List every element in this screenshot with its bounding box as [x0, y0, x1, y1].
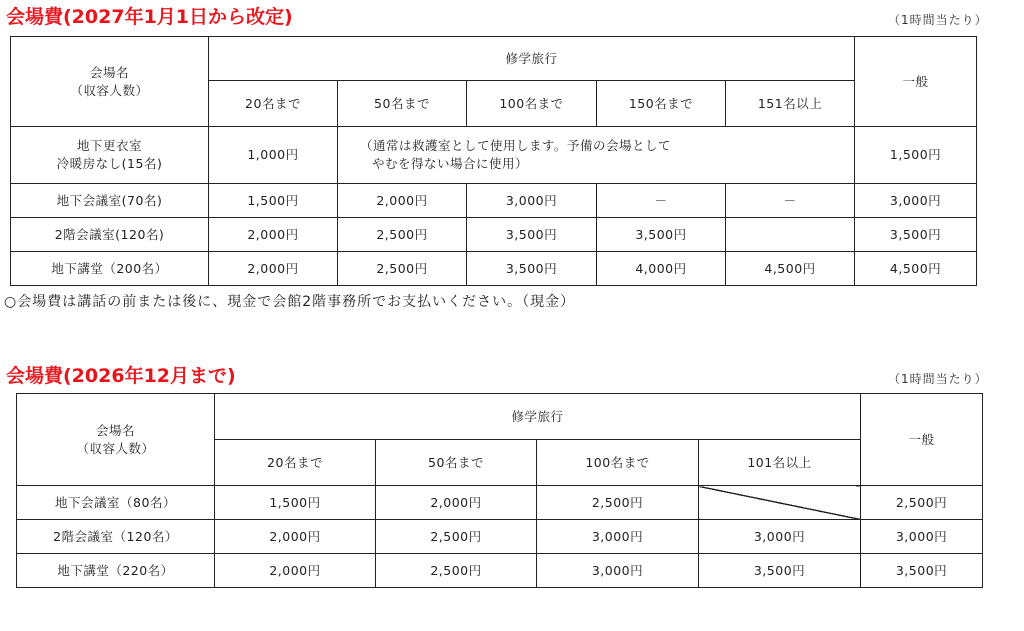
venue-header-cell	[11, 37, 209, 127]
price-cell: 2,000円	[209, 218, 338, 252]
table-row	[11, 184, 977, 218]
venue-header-sublabel: （収容人数）	[76, 440, 155, 456]
price-cell: 3,500円	[597, 218, 726, 252]
venue-name: 地下会議室(70名)	[11, 184, 209, 218]
table-row	[11, 252, 977, 286]
tier-header-100: 100名まで	[537, 440, 699, 486]
price-cell: 4,000円	[597, 252, 726, 286]
tier-header-150: 150名まで	[597, 81, 726, 127]
general-price-cell: 3,000円	[855, 184, 977, 218]
price-cell: 2,500円	[338, 252, 467, 286]
payment-note: ○会場費は講話の前または後に、現金で会館2階事務所でお支払いください。（現金）	[4, 294, 576, 310]
fee-table-2027	[10, 36, 977, 286]
venue-name-cell	[11, 127, 209, 184]
fee-table-2026	[16, 393, 983, 588]
tier-header-100: 100名まで	[467, 81, 597, 127]
venue-name: 地下講堂（220名）	[17, 554, 215, 588]
tier-header-50: 50名まで	[338, 81, 467, 127]
price-cell: 1,000円	[209, 127, 338, 184]
school-trip-header: 修学旅行	[209, 37, 855, 81]
price-cell: 2,000円	[209, 252, 338, 286]
table-header-row	[11, 37, 977, 81]
general-header: 一般	[861, 394, 983, 486]
remark-line: やむを得ない場合に使用）	[372, 156, 529, 171]
remark-line: （通常は救護室として使用します。予備の会場として	[360, 138, 672, 153]
table-row	[17, 486, 983, 520]
table-row	[11, 127, 977, 184]
venue-name: 地下会議室（80名）	[17, 486, 215, 520]
table-row	[17, 554, 983, 588]
general-price-cell: 4,500円	[855, 252, 977, 286]
tier-header-20: 20名まで	[215, 440, 376, 486]
price-cell: 2,000円	[376, 486, 537, 520]
tier-header-50: 50名まで	[376, 440, 537, 486]
venue-name: 2階会議室（120名）	[17, 520, 215, 554]
price-cell: 1,500円	[215, 486, 376, 520]
table-header-row	[17, 394, 983, 440]
price-cell: 2,500円	[376, 520, 537, 554]
remark-cell	[338, 127, 855, 184]
table-row	[17, 520, 983, 554]
not-applicable-cell	[699, 486, 861, 520]
tier-header-20: 20名まで	[209, 81, 338, 127]
section1-unit-note: （1時間当たり）	[888, 13, 988, 27]
general-price-cell: 3,500円	[861, 554, 983, 588]
price-cell: －	[597, 184, 726, 218]
venue-header-sublabel: （収容人数）	[70, 82, 149, 98]
price-cell: 2,500円	[376, 554, 537, 588]
price-cell	[726, 218, 855, 252]
general-price-cell: 2,500円	[861, 486, 983, 520]
general-header: 一般	[855, 37, 977, 127]
price-cell: 3,000円	[467, 184, 597, 218]
section2-title: 会場費(2026年12月まで)	[6, 365, 236, 387]
price-cell: 2,000円	[338, 184, 467, 218]
venue-name: 地下講堂（200名）	[11, 252, 209, 286]
venue-name: 2階会議室(120名)	[11, 218, 209, 252]
general-price-cell: 1,500円	[855, 127, 977, 184]
price-cell: 3,000円	[537, 554, 699, 588]
venue-header-label: 会場名	[89, 64, 129, 80]
price-cell: 1,500円	[209, 184, 338, 218]
section1-title: 会場費(2027年1月1日から改定)	[6, 6, 293, 28]
price-cell: 3,000円	[537, 520, 699, 554]
price-cell: 3,000円	[699, 520, 861, 554]
general-price-cell: 3,000円	[861, 520, 983, 554]
price-cell: 2,000円	[215, 554, 376, 588]
price-cell: 2,500円	[338, 218, 467, 252]
price-cell: 2,000円	[215, 520, 376, 554]
price-cell: 2,500円	[537, 486, 699, 520]
venue-header-cell	[17, 394, 215, 486]
general-price-cell: 3,500円	[855, 218, 977, 252]
school-trip-header: 修学旅行	[215, 394, 861, 440]
venue-name-sub: 冷暖房なし(15名)	[56, 156, 163, 171]
tier-header-101plus: 101名以上	[699, 440, 861, 486]
price-cell: －	[726, 184, 855, 218]
price-cell: 3,500円	[467, 218, 597, 252]
venue-header-label: 会場名	[95, 422, 135, 438]
tier-header-151plus: 151名以上	[726, 81, 855, 127]
venue-name: 地下更衣室	[76, 138, 142, 153]
table-row	[11, 218, 977, 252]
price-cell: 3,500円	[699, 554, 861, 588]
section2-unit-note: （1時間当たり）	[888, 372, 988, 386]
price-cell: 4,500円	[726, 252, 855, 286]
price-cell: 3,500円	[467, 252, 597, 286]
